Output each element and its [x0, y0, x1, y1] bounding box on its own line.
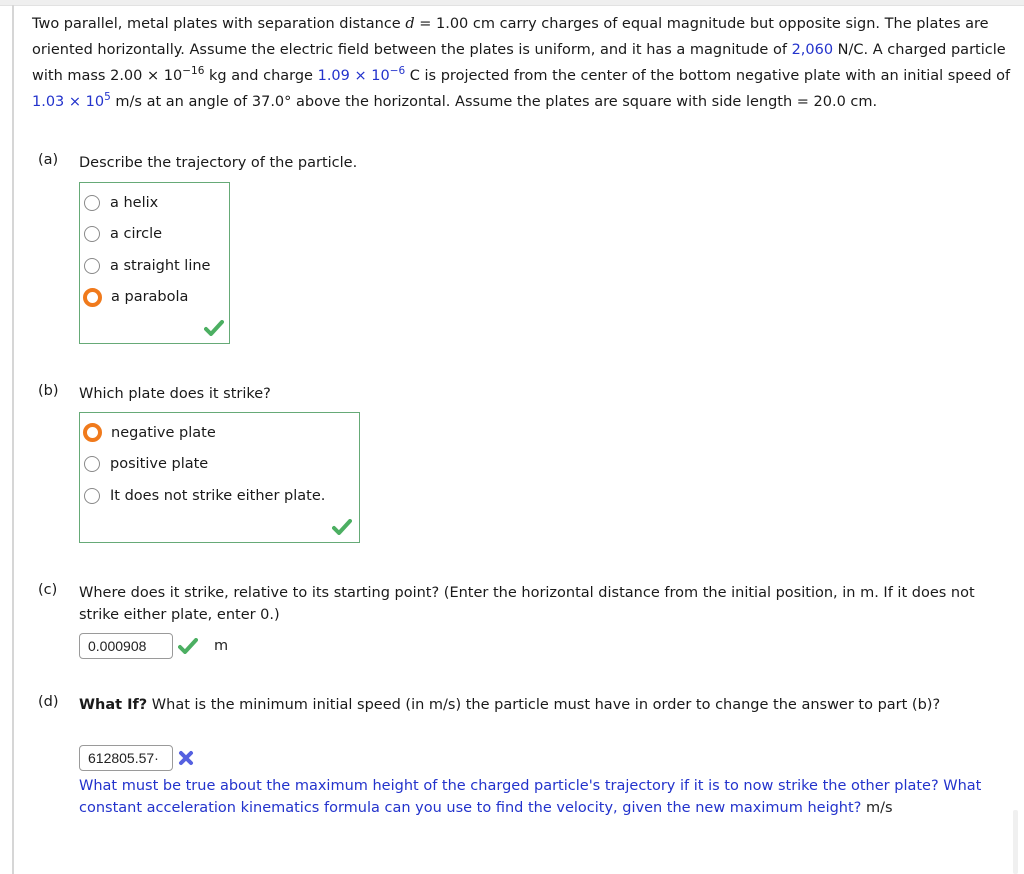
part-label: (b) — [38, 383, 59, 399]
hint-block — [79, 775, 989, 819]
answer-input[interactable]: 612805.57· — [79, 745, 173, 771]
choice-label: It does not strike either plate. — [110, 487, 326, 504]
part-label: (a) — [38, 152, 59, 168]
choice-straight-line[interactable] — [80, 250, 229, 282]
question-text: What is the minimum initial speed (in m/s) the particle must have in order to change the answer to part (b)? — [147, 697, 941, 713]
left-border — [12, 5, 14, 874]
radio-button[interactable] — [84, 488, 100, 504]
part-question: Which plate does it strike? — [79, 386, 271, 402]
radio-button[interactable] — [84, 456, 100, 472]
choice-helix[interactable] — [80, 187, 229, 219]
part-label: (d) — [38, 694, 59, 710]
choice-circle[interactable] — [80, 219, 229, 251]
choice-positive-plate[interactable] — [80, 449, 359, 481]
choice-no-strike[interactable] — [80, 480, 359, 512]
answer-input[interactable]: 0.000908 — [79, 633, 173, 659]
hint-text: What must be true about the maximum height of the charged particle's trajectory if it is to now strike the other plate? What constant acceleration kinematics formula can you use to find the velocity, given the new maximum height? — [79, 778, 982, 816]
radio-button[interactable] — [84, 226, 100, 242]
correct-check-icon — [178, 638, 198, 654]
radio-button[interactable] — [84, 258, 100, 274]
choice-label: positive plate — [110, 456, 209, 473]
choice-label: a circle — [110, 226, 163, 243]
incorrect-x-icon — [178, 750, 194, 766]
unit-label: m/s — [861, 800, 893, 816]
problem-text: C is projected from the center of the bottom negative plate with an initial speed of — [405, 68, 1011, 84]
correct-check-icon — [204, 320, 224, 336]
choice-group — [79, 182, 230, 344]
part-label: (c) — [38, 582, 58, 598]
variable-d: d — [405, 16, 415, 32]
charge-value: $1.09 \times 10^{-6}$ — [317, 65, 406, 84]
question-content — [32, 11, 1017, 816]
problem-text: N/C. A charged particle with mass 2.00 × 10 — [32, 42, 1006, 84]
choice-negative-plate[interactable] — [80, 417, 359, 449]
problem-text: Two parallel, metal plates with separation distance — [32, 16, 406, 32]
answer-row — [79, 633, 228, 659]
radio-button-selected[interactable] — [83, 288, 102, 307]
part-question: Describe the trajectory of the particle. — [79, 155, 358, 171]
choice-group — [79, 412, 360, 543]
part-question — [79, 694, 1014, 716]
speed-value: $1.03 \times 10^5$ — [32, 91, 111, 110]
problem-text: m/s at an angle of 37.0° above the horizontal. Assume the plates are square with side length = 20.0 cm. — [110, 94, 878, 110]
correct-check-icon — [332, 519, 352, 535]
answer-row — [79, 745, 194, 771]
radio-button-selected[interactable] — [83, 423, 102, 442]
choice-label: a helix — [110, 194, 159, 211]
unit-label: m — [214, 638, 229, 654]
choice-label: negative plate — [111, 424, 216, 441]
problem-text: kg and charge — [204, 68, 318, 84]
mass-exponent: −16 — [182, 65, 205, 77]
radio-button[interactable] — [84, 195, 100, 211]
what-if-label: What If? — [79, 697, 148, 713]
top-strip — [0, 0, 1024, 6]
scrollbar[interactable] — [1013, 810, 1018, 874]
problem-text: = 1.00 cm carry charges of equal magnitude but opposite sign. The plates are oriented horizontally. Assume the electric field between the plates is uniform, and it has a magnitude of — [32, 16, 989, 58]
choice-label: a straight line — [110, 257, 211, 274]
choice-parabola[interactable] — [80, 282, 229, 314]
choice-label: a parabola — [111, 289, 189, 306]
field-value: 2,060 — [791, 42, 834, 58]
problem-statement — [32, 11, 1017, 115]
part-question: Where does it strike, relative to its starting point? (Enter the horizontal distance from the initial position, in m. If it does not strike either plate, enter 0.) — [79, 585, 975, 623]
